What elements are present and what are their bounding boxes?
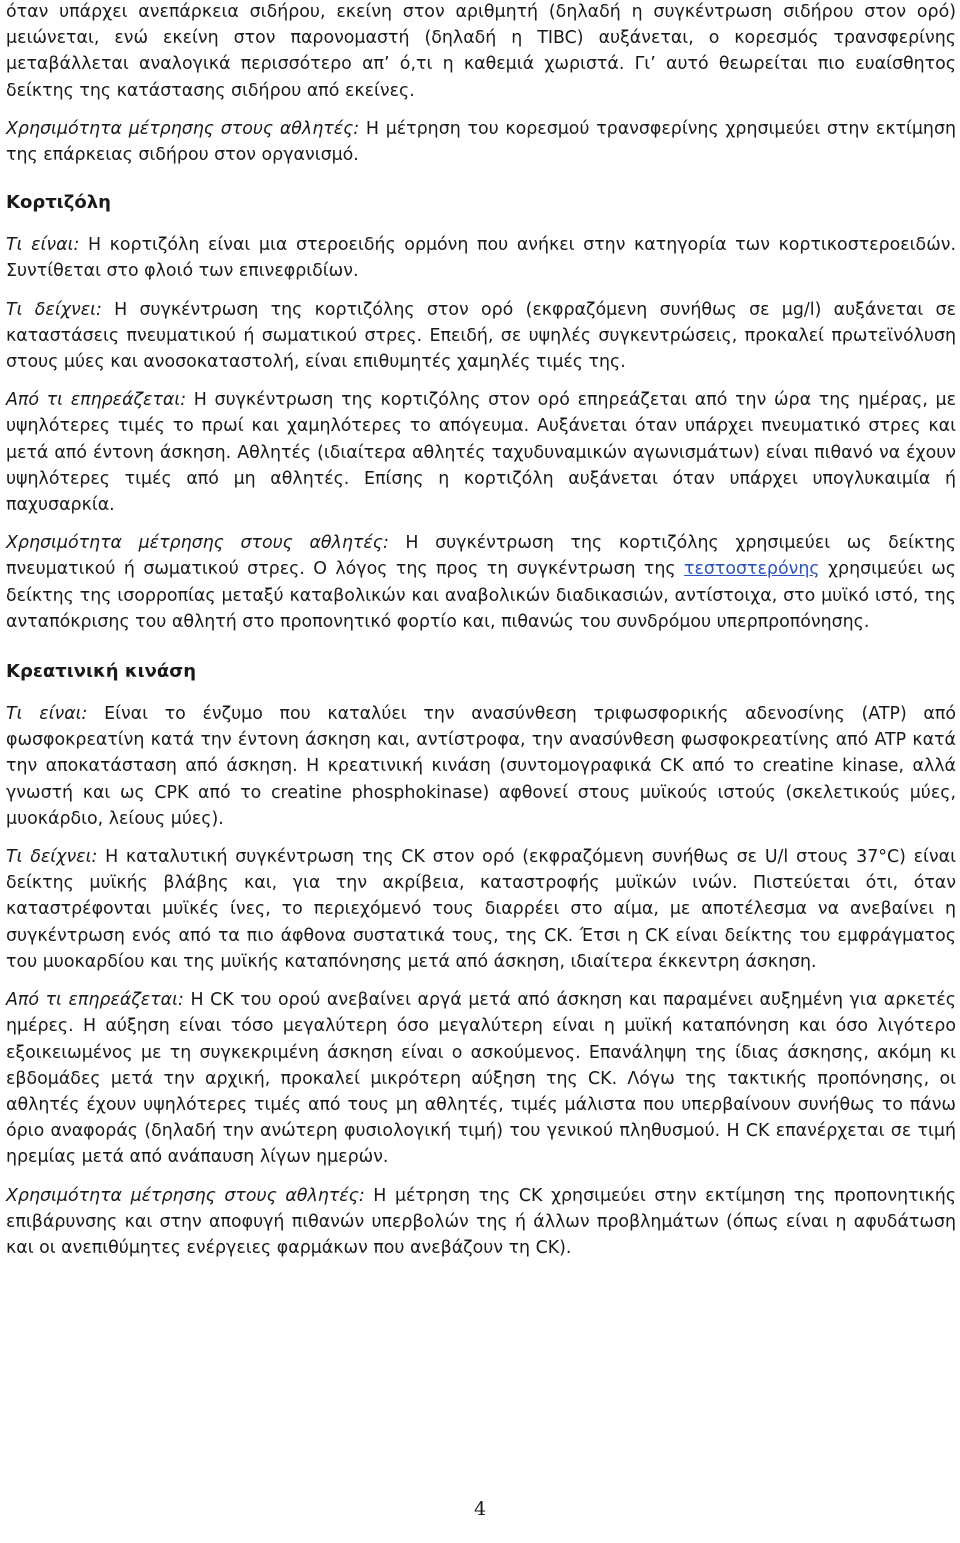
ck-shows-paragraph [6, 844, 956, 975]
intro-paragraph [6, 0, 956, 104]
testosterone-link[interactable]: τεστοστερόνης [684, 559, 820, 580]
transferrin-usefulness-label: Χρησιμότητα μέτρησης στους αθλητές: [6, 118, 360, 139]
cortisol-shows-paragraph [6, 297, 956, 376]
intro-text: όταν υπάρχει ανεπάρκεια σιδήρου, εκείνη στον αριθμητή (δηλαδή η συγκέντρωση σιδήρου στον ορό) μειώνεται, ενώ εκείνη στον παρονομαστή (δηλαδή η TIBC) αυξάνεται, ο κορεσμός τρανσφερίνης μεταβάλλεται αναλογικά περισσότερο απ’ ό,τι η καθεμιά χωριστά. Γι’ αυτό θεωρείται πιο ευαίσθητος δείκτης της κατάστασης σιδήρου από εκείνες. [6, 2, 956, 101]
transferrin-usefulness-paragraph [6, 116, 956, 168]
cortisol-shows-label: Τι δείχνει: [6, 299, 102, 320]
ck-shows-label: Τι δείχνει: [6, 847, 98, 868]
cortisol-usefulness-paragraph [6, 530, 956, 635]
ck-shows-text: Η καταλυτική συγκέντρωση της CK στον ορό (εκφραζόμενη συνήθως σε U/l στους 37°C) είναι δείκτης μυϊκής βλάβης και, για την ακρίβεια, καταστροφής μυϊκών ινών. Πιστεύεται ότι, όταν καταστρέφονται μυϊκές ίνες, το περιεχόμενό τους διαρρέει στο αίμα, με αποτέλεσμα να ανεβαίνει η συγκέντρωση ενός από τα πιο άφθονα συστατικά τους, της CK. Έτσι η CK είναι δείκτης του εμφράγματος του μυοκαρδίου και της μυϊκής καταπόνησης μετά από άσκηση, ιδιαίτερα έκκεντρη άσκηση. [6, 847, 956, 972]
cortisol-what-label: Τι είναι: [6, 235, 80, 256]
ck-what-label: Τι είναι: [6, 704, 88, 725]
ck-what-text: Είναι το ένζυμο που καταλύει την ανασύνθεση τριφωσφορικής αδενοσίνης (ATP) από φωσφοκρεατίνη κατά την έντονη άσκηση και, αντίστροφα, την ανασύνθεση φωσφοκρεατίνης από ATP κατά την αποκατάσταση από άσκηση. Η κρεατινική κινάση (συντομογραφικά CK από το creatine kinase, αλλά γνωστή και ως CPK από το creatine phosphokinase) αφθονεί στους μυϊκούς ιστούς (σκελετικούς μύες, μυοκάρδιο, λείους μύες). [6, 704, 956, 829]
cortisol-affected-label: Από τι επηρεάζεται: [6, 390, 187, 411]
ck-usefulness-paragraph [6, 1183, 956, 1262]
cortisol-what-text: Η κορτιζόλη είναι μια στεροειδής ορμόνη που ανήκει στην κατηγορία των κορτικοστεροειδών. Συντίθεται στο φλοιό των επινεφριδίων. [6, 235, 957, 282]
cortisol-affected-text: Η συγκέντρωση της κορτιζόλης στον ορό επηρεάζεται από την ώρα της ημέρας, με υψηλότερες τιμές το πρωί και χαμηλότερες το απόγευμα. Αυξάνεται όταν υπάρχει πνευματικό στρες και μετά από έντονη άσκηση. Αθλητές (ιδιαίτερα αθλητές ταχυδυναμικών αγωνισμάτων) είναι πιθανό να έχουν υψηλότερες τιμές από μη αθλητές. Επίσης η κορτιζόλη αυξάνεται όταν υπάρχει υπογλυκαιμία ή παχυσαρκία. [6, 390, 957, 516]
cortisol-affected-paragraph [6, 387, 956, 518]
cortisol-usefulness-label: Χρησιμότητα μέτρησης στους αθλητές: [6, 533, 389, 554]
cortisol-usefulness-text-2: χρησιμεύει ως δείκτης της ισορροπίας μεταξύ καταβολικών και αναβολικών διαδικασιών, αντίστοιχα, στο μυϊκό ιστό, της ανταπόκρισης του αθλητή στο προπονητικό φορτίο και, πιθανώς του συνδρόμου υπερπροπόνησης. [6, 559, 956, 632]
cortisol-what-paragraph [6, 232, 956, 284]
creatine-kinase-heading: Κρεατινική κινάση [6, 661, 197, 683]
ck-affected-paragraph [6, 987, 956, 1170]
document-page [6, 0, 956, 1261]
page-number: 4 [473, 1498, 487, 1520]
cortisol-heading: Κορτιζόλη [6, 192, 111, 214]
ck-what-paragraph [6, 701, 956, 832]
ck-affected-text: Η CK του ορού ανεβαίνει αργά μετά από άσκηση και παραμένει αυξημένη για αρκετές ημέρες. Η αύξηση είναι τόσο μεγαλύτερη όσο μεγαλύτερη είναι η μυϊκή καταπόνηση και όσο λιγότερο εξοικειωμένος με τη συγκεκριμένη άσκηση είναι ο ασκούμενος. Επανάληψη της ίδιας άσκησης, ακόμη κι εβδομάδες μετά την αρχική, προκαλεί μικρότερη αύξηση της CK. Λόγω της τακτικής προπόνησης, οι αθλητές έχουν υψηλότερες τιμές από τους μη αθλητές, τιμές μάλιστα που υπερβαίνουν συνήθως το πάνω όριο αναφοράς (δηλαδή την ανώτερη φυσιολογική τιμή) του γενικού πληθυσμού. Η CK επανέρχεται σε τιμή ηρεμίας μετά από ανάπαυση λίγων ημερών. [6, 990, 957, 1168]
cortisol-usefulness-text-1: Η συγκέντρωση της κορτιζόλης χρησιμεύει ως δείκτης πνευματικού ή σωματικού στρες. Ο λόγος της προς τη συγκέντρωση της [6, 533, 956, 580]
cortisol-shows-text: Η συγκέντρωση της κορτιζόλης στον ορό (εκφραζόμενη συνήθως σε μg/l) αυξάνεται σε καταστάσεις πνευματικού ή σωματικού στρες. Επειδή, σε υψηλές συγκεντρώσεις, προκαλεί πρωτεϊνόλυση στους μύες και ανοσοκαταστολή, είναι επιθυμητές χαμηλές τιμές της. [6, 299, 956, 373]
transferrin-usefulness-text: Η μέτρηση του κορεσμού τρανσφερίνης χρησιμεύει στην εκτίμηση της επάρκειας σιδήρου στον οργανισμό. [6, 118, 956, 166]
ck-usefulness-text: Η μέτρηση της CK χρησιμεύει στην εκτίμηση της προπονητικής επιβάρυνσης και στην αποφυγή πιθανών υπερβολών της ή άλλων προβλημάτων (όπως είναι η αφυδάτωση και οι ανεπιθύμητες ενέργειες φαρμάκων που ανεβάζουν τη CK). [6, 1185, 956, 1258]
ck-usefulness-label: Χρησιμότητα μέτρησης στους αθλητές: [6, 1185, 365, 1206]
ck-affected-label: Από τι επηρεάζεται: [6, 990, 184, 1011]
